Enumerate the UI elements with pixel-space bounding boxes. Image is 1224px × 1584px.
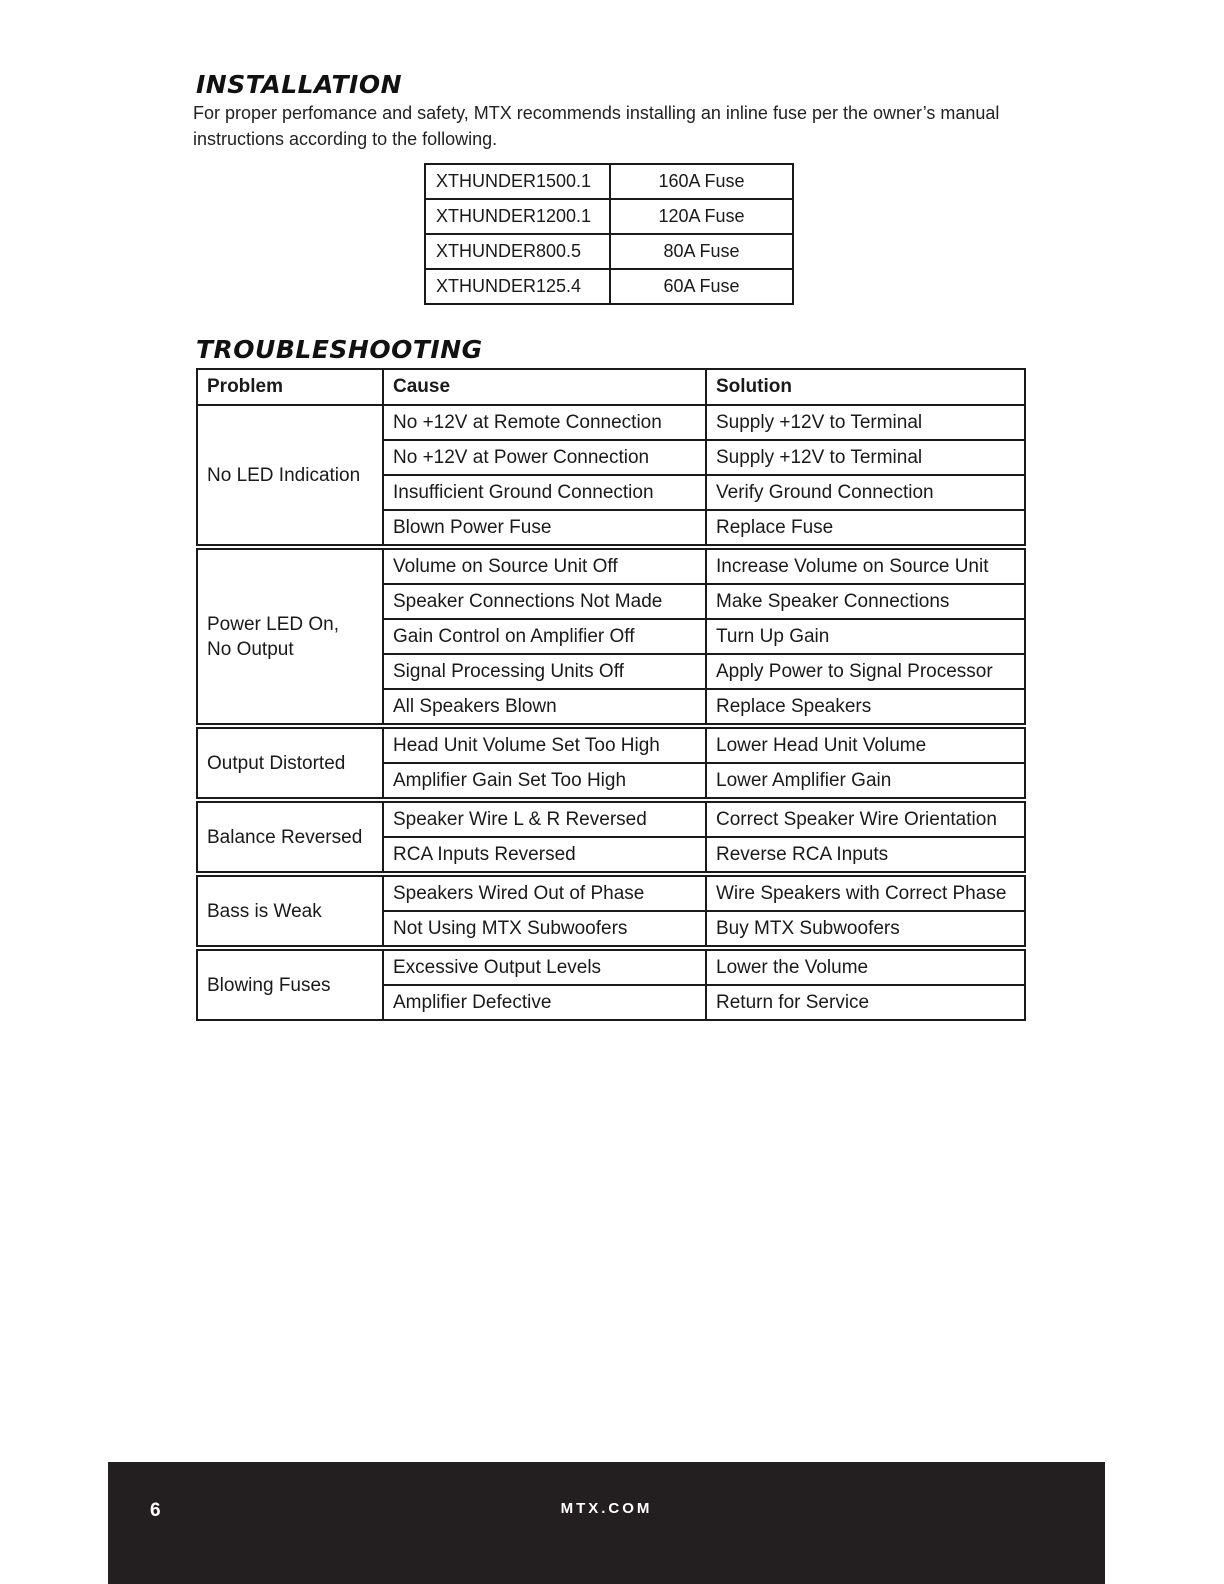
solution-cell: Lower Amplifier Gain — [706, 763, 1025, 800]
table-row — [197, 547, 1025, 584]
cause-cell: All Speakers Blown — [383, 689, 706, 726]
cause-cell: Excessive Output Levels — [383, 948, 706, 985]
cause-cell: Blown Power Fuse — [383, 510, 706, 547]
header-problem: Problem — [197, 369, 383, 405]
solution-cell: Turn Up Gain — [706, 619, 1025, 654]
solution-cell: Make Speaker Connections — [706, 584, 1025, 619]
problem-cell: Output Distorted — [197, 726, 383, 800]
fuse-rating: 80A Fuse — [610, 234, 793, 269]
solution-cell: Buy MTX Subwoofers — [706, 911, 1025, 948]
solution-cell: Lower Head Unit Volume — [706, 726, 1025, 763]
solution-cell: Supply +12V to Terminal — [706, 405, 1025, 440]
problem-cell: Power LED On, No Output — [197, 547, 383, 726]
cause-cell: Speaker Wire L & R Reversed — [383, 800, 706, 837]
page-number: 6 — [150, 1500, 161, 1521]
cause-cell: Speakers Wired Out of Phase — [383, 874, 706, 911]
cause-cell: Speaker Connections Not Made — [383, 584, 706, 619]
cause-cell: Amplifier Defective — [383, 985, 706, 1020]
fuse-rating: 160A Fuse — [610, 164, 793, 199]
header-cause: Cause — [383, 369, 706, 405]
fuse-rating: 60A Fuse — [610, 269, 793, 304]
fuse-model: XTHUNDER800.5 — [425, 234, 610, 269]
solution-cell: Verify Ground Connection — [706, 475, 1025, 510]
header-solution: Solution — [706, 369, 1025, 405]
table-row — [197, 726, 1025, 763]
solution-cell: Correct Speaker Wire Orientation — [706, 800, 1025, 837]
solution-cell: Wire Speakers with Correct Phase — [706, 874, 1025, 911]
solution-cell: Supply +12V to Terminal — [706, 440, 1025, 475]
fuse-row — [425, 269, 793, 304]
site-url: MTX.COM — [560, 1500, 653, 1517]
cause-cell: RCA Inputs Reversed — [383, 837, 706, 874]
problem-cell: Bass is Weak — [197, 874, 383, 948]
troubleshooting-body — [197, 405, 1025, 1020]
fuse-table — [424, 163, 794, 305]
cause-cell: Signal Processing Units Off — [383, 654, 706, 689]
installation-heading: INSTALLATION — [196, 70, 403, 99]
fuse-model: XTHUNDER1500.1 — [425, 164, 610, 199]
cause-cell: Insufficient Ground Connection — [383, 475, 706, 510]
fuse-model: XTHUNDER1200.1 — [425, 199, 610, 234]
table-row — [197, 874, 1025, 911]
fuse-row — [425, 199, 793, 234]
table-header-row — [197, 369, 1025, 405]
troubleshooting-heading: TROUBLESHOOTING — [196, 335, 483, 364]
solution-cell: Replace Fuse — [706, 510, 1025, 547]
page-footer — [108, 1462, 1105, 1584]
fuse-row — [425, 234, 793, 269]
fuse-model: XTHUNDER125.4 — [425, 269, 610, 304]
table-row — [197, 800, 1025, 837]
table-row — [197, 948, 1025, 985]
cause-cell: Not Using MTX Subwoofers — [383, 911, 706, 948]
cause-cell: Volume on Source Unit Off — [383, 547, 706, 584]
solution-cell: Reverse RCA Inputs — [706, 837, 1025, 874]
problem-cell: Blowing Fuses — [197, 948, 383, 1020]
installation-intro: For proper perfomance and safety, MTX recommends installing an inline fuse per the owner’s manual instructions according to the following. — [193, 103, 1000, 149]
cause-cell: Amplifier Gain Set Too High — [383, 763, 706, 800]
troubleshooting-table — [196, 368, 1026, 1021]
solution-cell: Lower the Volume — [706, 948, 1025, 985]
cause-cell: No +12V at Remote Connection — [383, 405, 706, 440]
cause-cell: No +12V at Power Connection — [383, 440, 706, 475]
solution-cell: Increase Volume on Source Unit — [706, 547, 1025, 584]
problem-cell: No LED Indication — [197, 405, 383, 547]
problem-cell: Balance Reversed — [197, 800, 383, 874]
table-row — [197, 405, 1025, 440]
solution-cell: Return for Service — [706, 985, 1025, 1020]
solution-cell: Replace Speakers — [706, 689, 1025, 726]
cause-cell: Head Unit Volume Set Too High — [383, 726, 706, 763]
cause-cell: Gain Control on Amplifier Off — [383, 619, 706, 654]
fuse-row — [425, 164, 793, 199]
solution-cell: Apply Power to Signal Processor — [706, 654, 1025, 689]
fuse-rating: 120A Fuse — [610, 199, 793, 234]
